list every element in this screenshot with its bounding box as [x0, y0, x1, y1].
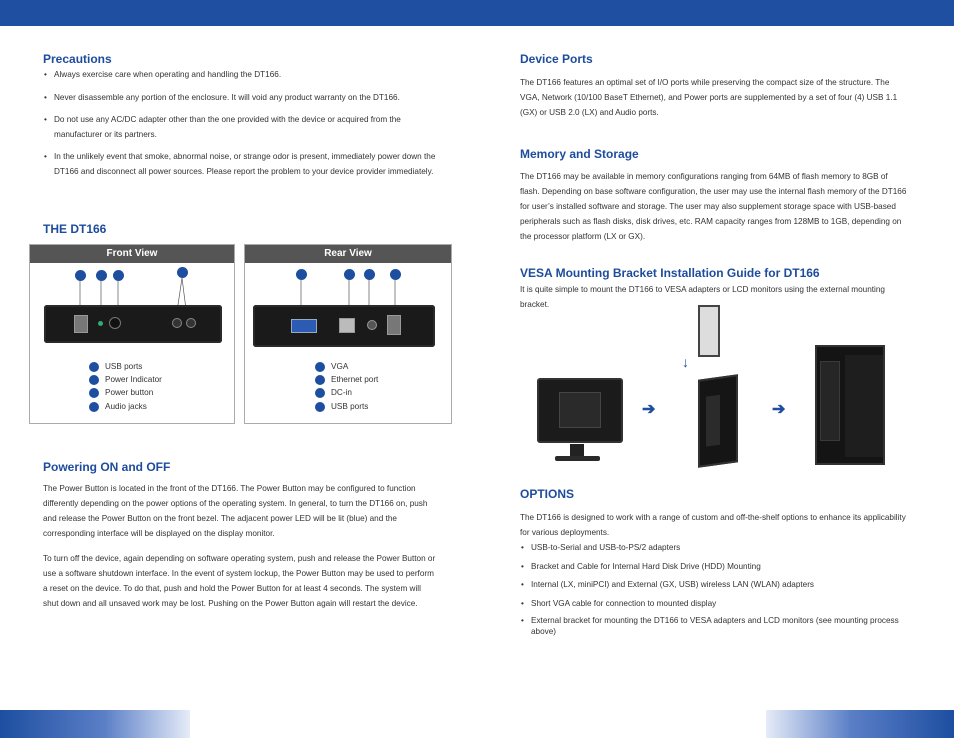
precautions-section [43, 52, 438, 180]
vga-port-icon [291, 319, 317, 333]
device-ports-title: Device Ports [520, 52, 593, 66]
legend-item: USB ports [89, 361, 142, 372]
options-title: OPTIONS [520, 487, 575, 501]
device-ports-section [520, 52, 908, 120]
monitor-mounted-image [815, 345, 885, 465]
audio-jack-icon [186, 318, 196, 328]
vesa-text: It is quite simple to mount the DT166 to VESA adapters or LCD monitors using the external mounting bracket. [520, 285, 885, 309]
bottom-banner-left [0, 710, 190, 738]
options-list [520, 541, 908, 637]
monitor-side-image [698, 374, 738, 468]
top-banner [0, 0, 954, 26]
arrow-right-icon: ➔ [642, 401, 656, 418]
dt166-title: THE DT166 [43, 222, 107, 236]
legend-item: Audio jacks [89, 401, 147, 412]
usb-port-icon [74, 315, 88, 333]
front-view-header: Front View [30, 245, 234, 263]
powering-paragraph-1: The Power Button is located in the front of the DT166. The Power Button may be configured to function differently depending on the power options of the operating system. In general, to turn the DT166 on, push and release the Power Button on the front bezel. The adjacent power LED will be lit (blue) and the corresponding interface will be displayed on the display monitor. [43, 484, 428, 538]
precautions-title: Precautions [43, 52, 112, 66]
front-view-panel [29, 244, 235, 424]
legend-item: Power button [89, 387, 153, 398]
power-button-icon [109, 317, 121, 329]
powering-paragraph-2: To turn off the device, again depending on software operating system, push and release the Power Button or use a software shutdown interface. In the event of system lockup, the Power Button may be used to perform a reset on the device. To do that, push and hold the Power Button for at least 4 seconds. The system will shut down and all unsaved work may be lost. Pushing on the Power Button again will restart the device. [43, 554, 436, 608]
list-item: • In the unlikely event that smoke, abnormal noise, or strange odor is present, immediately power down the DT166 and disconnect all power sources. Please report the problem to your device provider immediately. [43, 150, 438, 179]
list-item: • Never disassemble any portion of the enclosure. It will void any product warranty on the DT166. [43, 91, 438, 106]
bracket-image [698, 305, 720, 357]
vesa-title: VESA Mounting Bracket Installation Guide for DT166 [520, 266, 820, 280]
list-item: • USB-to-Serial and USB-to-PS/2 adapters [520, 541, 908, 556]
memory-text: The DT166 may be available in memory configurations ranging from 64MB of flash memory to 8GB of flash. Depending on base software configuration, the user may use the internal flash memory of the DT166 for user’s installed software and storage. The user may also supplement storage space with USB-based peripherals such as flash disks, disk drives, etc. RAM capacity ranges from 128MB to 1GB, depending on the processor platform (LX or GX). [520, 172, 907, 241]
ethernet-port-icon [339, 318, 355, 333]
dc-in-icon [367, 320, 377, 330]
audio-jack-icon [172, 318, 182, 328]
list-item: • Internal (LX, miniPCI) and External (GX, USB) wireless LAN (WLAN) adapters [520, 578, 908, 593]
vesa-mounting-illustration [530, 305, 890, 470]
usb-port-icon [387, 315, 401, 335]
memory-section [520, 147, 908, 244]
precautions-list [43, 68, 438, 180]
power-led-icon [98, 321, 103, 326]
list-item: • Short VGA cable for connection to mounted display [520, 597, 908, 612]
legend-item: VGA [315, 361, 348, 372]
rear-view-panel [244, 244, 452, 424]
options-section [520, 487, 908, 637]
arrow-right-icon: ➔ [772, 401, 786, 418]
device-ports-text: The DT166 features an optimal set of I/O ports while preserving the compact size of the structure. The VGA, Network (10/100 BaseT Ethernet), and Power ports are supplemented by a set of four (4) USB 1.1 (GX) or USB 2.0 (LX) and Audio ports. [520, 78, 898, 117]
bottom-banner-right [766, 710, 954, 738]
list-item: • Always exercise care when operating and handling the DT166. [43, 68, 438, 83]
powering-section [43, 460, 438, 611]
legend-item: USB ports [315, 401, 368, 412]
dt166-front-image [44, 305, 222, 343]
options-text: The DT166 is designed to work with a range of custom and off-the-shelf options to enhance its applicability for various deployments. [520, 513, 906, 537]
list-item: • Do not use any AC/DC adapter other than the one provided with the device or acquired from the manufacturer or its partners. [43, 113, 438, 142]
legend-item: Power Indicator [89, 374, 162, 385]
arrow-down-icon: ↓ [682, 354, 689, 370]
dt166-rear-image [253, 305, 435, 347]
monitor-back-image [537, 378, 623, 443]
memory-title: Memory and Storage [520, 147, 639, 161]
list-item: • Bracket and Cable for Internal Hard Disk Drive (HDD) Mounting [520, 560, 908, 575]
powering-title: Powering ON and OFF [43, 460, 171, 474]
legend-item: Ethernet port [315, 374, 378, 385]
rear-view-header: Rear View [245, 245, 451, 263]
list-item: • External bracket for mounting the DT166 to VESA adapters and LCD monitors (see mounting process above) [520, 615, 908, 637]
legend-item: DC-in [315, 387, 352, 398]
